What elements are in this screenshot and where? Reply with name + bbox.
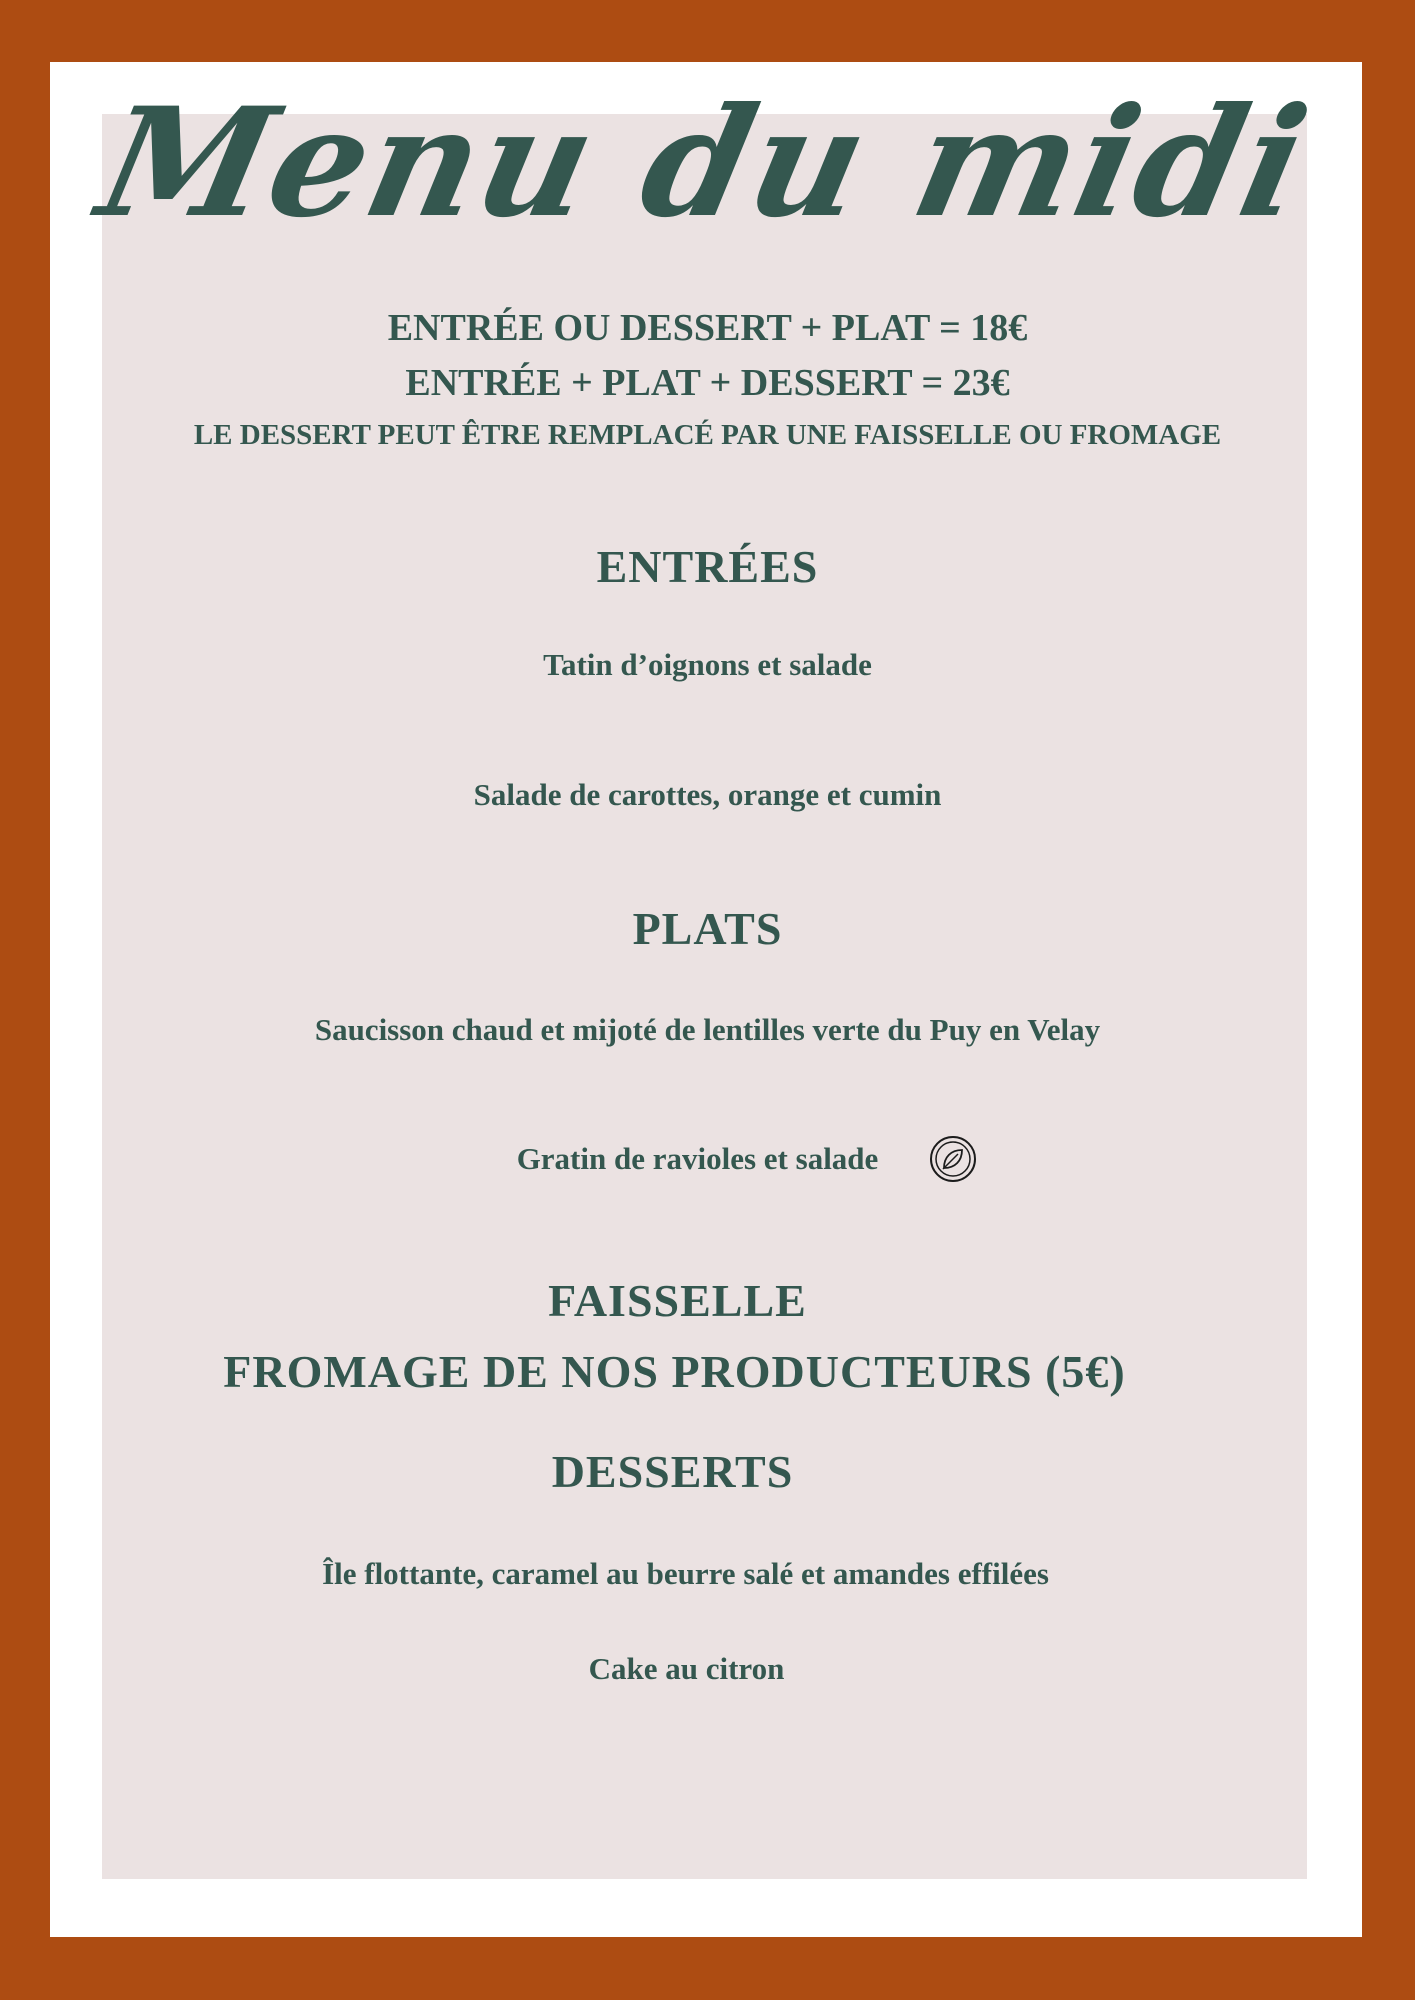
dessert-substitution-note: LE DESSERT PEUT ÊTRE REMPLACÉ PAR UNE FAISSELLE OU FROMAGE [193, 419, 1222, 451]
entrees-heading: ENTRÉES [596, 541, 819, 592]
plats-heading: PLATS [632, 903, 783, 954]
entree-item-1: Tatin d’oignons et salade [543, 647, 872, 682]
desserts-heading: DESSERTS [551, 1446, 794, 1497]
entree-item-2: Salade de carottes, orange et cumin [473, 777, 942, 812]
fromage-heading: FROMAGE DE NOS PRODUCTEURS (5€) [223, 1346, 1126, 1397]
formula-line-2: ENTRÉE + PLAT + DESSERT = 23€ [405, 362, 1010, 404]
faisselle-heading: FAISSELLE [548, 1275, 807, 1326]
plat-item-2: Gratin de ravioles et salade [516, 1141, 879, 1176]
menu-title: Menu du midi [86, 75, 1323, 251]
dessert-item-1: Île flottante, caramel au beurre salé et amandes effilées [322, 1556, 1049, 1591]
plat-item-1: Saucisson chaud et mijoté de lentilles verte du Puy en Velay [314, 1012, 1101, 1047]
dessert-item-2: Cake au citron [588, 1651, 785, 1686]
formula-line-1: ENTRÉE OU DESSERT + PLAT = 18€ [387, 307, 1028, 349]
leaf-icon [929, 1135, 977, 1183]
